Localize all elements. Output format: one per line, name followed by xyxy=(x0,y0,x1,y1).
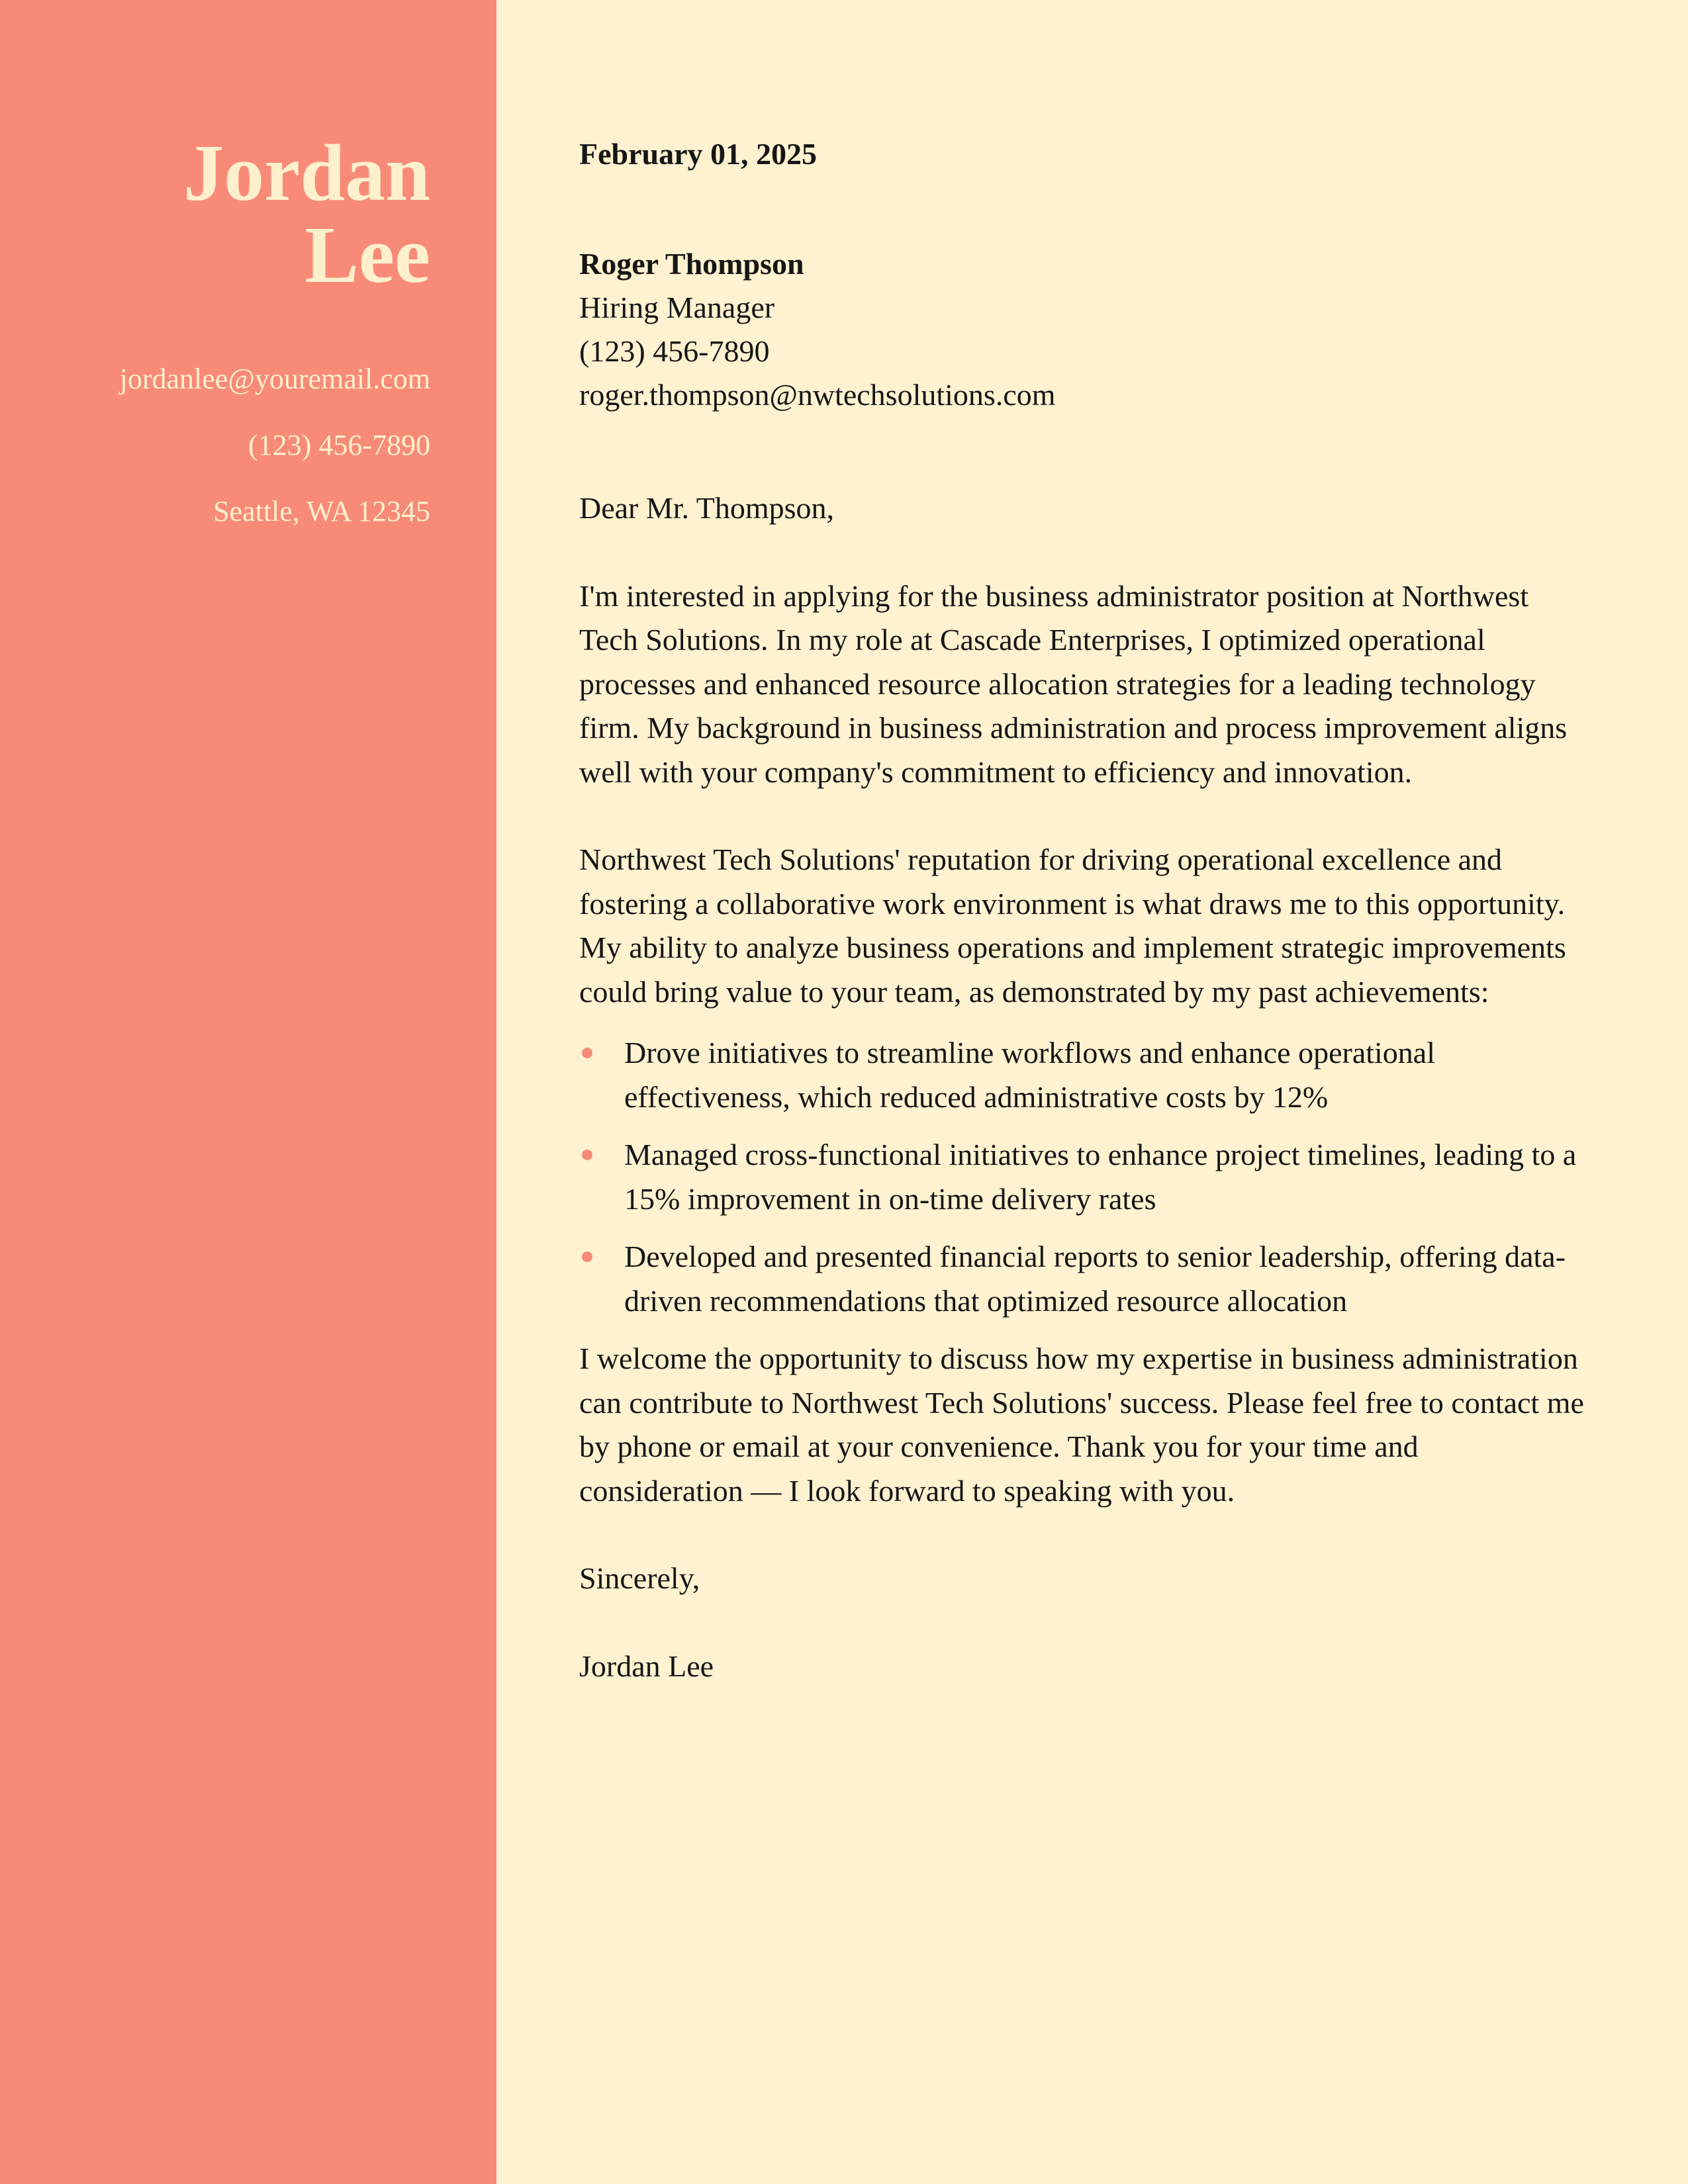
achievement-item: Managed cross-functional initiatives to enhance project timelines, leading to a 15% improvement in on-time delivery rates xyxy=(579,1133,1585,1221)
sender-first-name: Jordan xyxy=(183,128,430,218)
sender-location: Seattle, WA 12345 xyxy=(213,495,430,527)
sender-name xyxy=(183,128,430,300)
letter-content xyxy=(579,486,1585,1732)
letter-date: February 01, 2025 xyxy=(579,137,818,171)
achievements-list xyxy=(579,1031,1585,1323)
recipient-email[interactable]: roger.thompson@nwtechsolutions.com xyxy=(579,378,1056,412)
recipient-title: Hiring Manager xyxy=(579,291,775,324)
paragraph-intro: I'm interested in applying for the business administrator position at Northwest Tech Solutions. In my role at Cascade Enterprises, I optimized operational processes and enhanced resource allocation strategies for a leading technology firm. My background in business administration and process improvement aligns well with your company's commitment to efficiency and innovation. xyxy=(579,578,1568,789)
signature: Jordan Lee xyxy=(579,1649,714,1683)
achievement-item: Drove initiatives to streamline workflows and enhance operational effectiveness, which reduced administrative costs by 12% xyxy=(579,1031,1585,1119)
sender-contact xyxy=(120,363,430,561)
closing: Sincerely, xyxy=(579,1561,700,1595)
paragraph-motivation: Northwest Tech Solutions' reputation for driving operational excellence and fostering a collaborative work environment is what draws me to this opportunity. My ability to analyze business operations and implement strategic improvements could bring value to your team, as demonstrated by my past achievements: xyxy=(579,842,1566,1009)
achievement-item: Developed and presented financial reports to senior leadership, offering data-driven recommendations that optimized resource allocation xyxy=(579,1235,1585,1323)
sender-last-name: Lee xyxy=(305,210,430,300)
sidebar xyxy=(0,0,496,2184)
recipient-phone[interactable]: (123) 456-7890 xyxy=(579,334,770,368)
sender-email[interactable]: jordanlee@youremail.com xyxy=(119,363,430,395)
recipient-block xyxy=(579,242,1056,417)
recipient-name: Roger Thompson xyxy=(579,247,804,281)
salutation: Dear Mr. Thompson, xyxy=(579,491,835,525)
sender-phone[interactable]: (123) 456-7890 xyxy=(248,429,430,461)
paragraph-closing: I welcome the opportunity to discuss how my expertise in business administration can contribute to Northwest Tech Solutions' success. Please feel free to contact me by phone or email at your convenience. Thank you for your time and consideration — I look forward to speaking with you. xyxy=(579,1342,1584,1508)
